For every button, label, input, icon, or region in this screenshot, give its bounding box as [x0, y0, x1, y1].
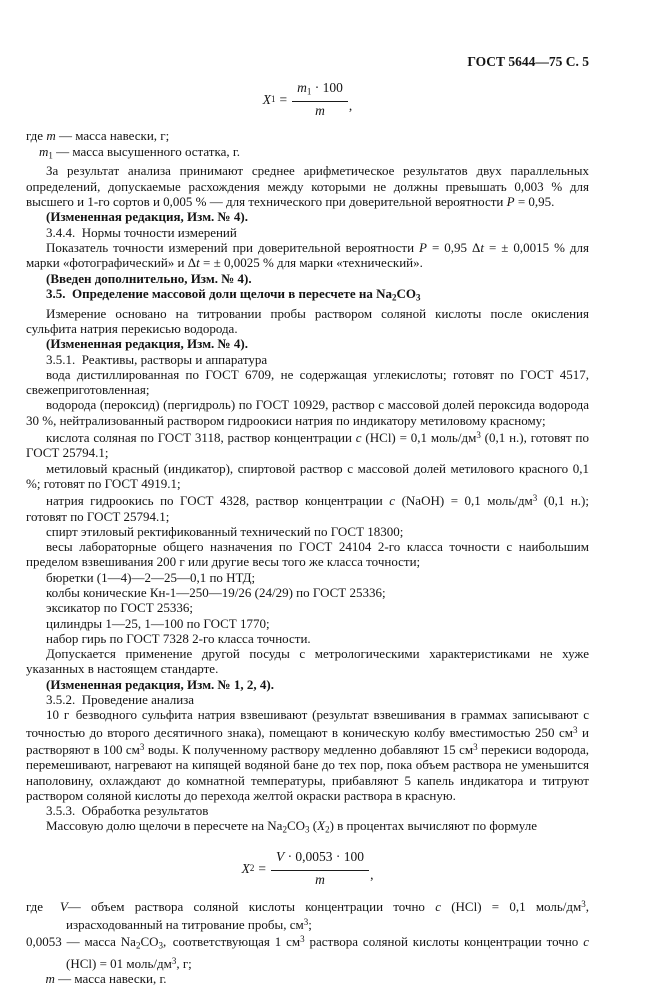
fraction-denominator: m: [315, 103, 325, 119]
text-run: (Измененная редакция, Изм. № 4).: [46, 336, 248, 352]
text-run: 3: [532, 493, 538, 504]
text-run: весы лабораторные общего назначения по ГОСТ 24104 2-го класса точности с наибольшим пределом взвешивания 200 г или другие весы того же класса точности;: [26, 539, 589, 570]
where-list-1: [26, 128, 589, 163]
formula1-trailing-comma: ,: [348, 97, 353, 113]
paragraph: [26, 818, 589, 838]
text-run: вода дистиллированная по ГОСТ 6709, не содержащая углекислоты; готовят по ГОСТ 4517, свежеприготовленная;: [26, 366, 589, 398]
text-run: X: [317, 818, 326, 834]
text-run: = 0,95 Δ: [427, 239, 481, 255]
paragraph: [26, 461, 589, 492]
text-run: = ± 0,0015 % для марки «фотографический» и Δ: [26, 239, 589, 271]
paragraph: [26, 306, 589, 337]
text-run: цилиндры 1—25, 1—100 по ГОСТ 1770;: [46, 615, 270, 631]
text-run: (NaOH) = 0,1 моль/дм: [395, 493, 533, 509]
text-run: [26, 971, 46, 986]
where-line: [26, 971, 589, 986]
paragraph: [26, 539, 589, 570]
text-run: колбы конические Кн-1—250—19/26 (24/29) по ГОСТ 25336;: [46, 585, 386, 600]
paragraph: [26, 397, 589, 428]
where-list-2: [26, 897, 589, 986]
text-run: , соответствующая 1 см: [163, 933, 301, 949]
text-run: где: [26, 128, 47, 144]
where-line: [26, 897, 589, 932]
text-run: воды. К полученному раствору медленно добавляют 15 см: [144, 741, 474, 757]
text-run: (Введен дополнительно, Изм. № 4).: [46, 270, 252, 286]
text-run: натрия гидроокись по ГОСТ 4328, раствор концентрации: [46, 493, 390, 509]
formula2-lhs: X: [241, 860, 250, 876]
text-run: 3.5. Определение массовой доли щелочи в пересчете на Na: [46, 285, 393, 301]
paragraph: [26, 367, 589, 398]
numerator-rest: · 0,0053 · 100: [284, 849, 365, 865]
text-run: (HCl) = 01 моль/дм: [66, 955, 172, 971]
equals-sign: =: [258, 860, 266, 876]
fraction-numerator: [271, 849, 369, 871]
paragraph: [26, 524, 589, 539]
text-run: 3: [171, 955, 177, 966]
text-run: 2: [325, 824, 330, 835]
text-run: набор гирь по ГОСТ 7328 2-го класса точности.: [46, 630, 311, 646]
text-run: 3: [476, 430, 481, 441]
text-run: с: [435, 899, 441, 915]
text-run: , г;: [176, 955, 192, 971]
formula2-trailing-comma: ,: [370, 866, 374, 882]
text-run: (HCl) = 0,1 моль/дм: [440, 899, 582, 915]
paragraph: [26, 631, 589, 646]
where-line: [26, 932, 589, 971]
text-run: бюретки (1—4)—2—25—0,1 по НТД;: [46, 569, 256, 585]
paragraph: [26, 707, 589, 803]
where-line: [39, 144, 589, 164]
paragraph: [26, 428, 589, 461]
text-run: За результат анализа принимают среднее арифметическое результатов двух параллельных определений, допускаемые расхождения между которыми не должны превышать 0,003 % для высшего и 1-го сортов и 0,005 % — для технического при доверительной вероятности: [26, 163, 589, 210]
text-run: t: [196, 255, 200, 271]
text-run: кислота соляная по ГОСТ 3118, раствор концентрации: [46, 430, 356, 446]
text-run: m: [46, 128, 56, 144]
paragraph: [26, 803, 589, 818]
text-run: 2: [392, 292, 397, 303]
text-run: и растворяют в 100 см: [26, 724, 589, 757]
text-run: с: [583, 933, 589, 949]
text-run: 3: [139, 741, 145, 752]
numerator-var: V: [275, 849, 285, 865]
text-run: 3.5.3. Обработка результатов: [46, 803, 209, 819]
body-paragraphs: [26, 163, 589, 838]
formula-x2: [26, 849, 589, 887]
paragraph: [26, 600, 589, 615]
text-run: (Измененная редакция, Изм. № 1, 2, 4).: [46, 676, 274, 692]
paragraph: [26, 616, 589, 631]
text-run: ;: [308, 916, 312, 932]
formula1-lhs: X: [262, 91, 271, 107]
formula1-lhs-sub: 1: [271, 93, 276, 104]
paragraph: [26, 677, 589, 692]
text-run: — объем раствора соляной кислоты концентрации точно: [67, 899, 436, 915]
text-run: эксикатор по ГОСТ 25336;: [46, 600, 194, 616]
fraction-numerator: [292, 80, 348, 102]
text-run: 3: [303, 916, 309, 927]
page-header-text: ГОСТ 5644—75 С. 5: [467, 54, 589, 69]
text-run: спирт этиловый ректификованный технический по ГОСТ 18300;: [46, 523, 404, 539]
text-run: 1: [48, 150, 53, 161]
text-run: , израсходованный на титрование пробы, см: [66, 899, 590, 932]
paragraph: [26, 585, 589, 600]
text-run: Измерение основано на титровании пробы раствором соляной кислоты после окисления сульфита натрия перекисью водорода.: [26, 305, 589, 336]
text-run: P: [419, 239, 427, 255]
text-run: CO: [396, 285, 417, 301]
text-run: 3.5.2. Проведение анализа: [46, 692, 195, 708]
text-run: где: [26, 899, 60, 915]
paragraph: [26, 163, 589, 209]
equals-sign: =: [279, 91, 288, 107]
text-run: 3: [416, 292, 421, 303]
paragraph: [26, 692, 589, 707]
paragraph: [26, 646, 589, 677]
paragraph: [26, 491, 589, 524]
fraction: [271, 849, 369, 887]
formula-x1: [26, 80, 589, 118]
text-run: 2: [135, 940, 141, 951]
text-run: 3.5.1. Реактивы, растворы и аппаратура: [46, 351, 268, 367]
text-run: m: [45, 971, 55, 986]
paragraph: [26, 286, 589, 306]
text-run: Показатель точности измерений при доверительной вероятности: [46, 239, 420, 255]
text-run: раствора соляной кислоты концентрации точно: [304, 933, 584, 949]
text-run: — масса навески, г.: [54, 971, 167, 986]
formula2-lhs-sub: 2: [249, 862, 255, 873]
fraction-denominator: m: [315, 872, 325, 888]
text-run: ) в процентах вычисляют по формуле: [329, 818, 537, 834]
text-run: 10 г безводного сульфита натрия взвешивают (результат взвешивания в граммах записывают с точностью до второго десятичного знака), помещают в коническую колбу вместимостью 250 см: [26, 707, 589, 740]
where-line: [26, 128, 589, 143]
numerator-var-sub: 1: [306, 86, 312, 97]
text-run: (0,1 н.), готовят по ГОСТ 25794.1;: [26, 430, 589, 461]
text-run: CO: [286, 818, 306, 834]
text-run: P: [506, 194, 515, 210]
text-run: (HCl) = 0,1 моль/дм: [361, 430, 477, 446]
text-run: — масса навески, г;: [55, 128, 170, 144]
text-run: Допускается применение другой посуды с метрологическими характеристиками не хуже указанных в настоящем стандарте.: [26, 646, 589, 677]
text-run: с: [355, 430, 362, 446]
paragraph: [26, 271, 589, 286]
fraction: [292, 80, 348, 118]
page-header: [26, 54, 589, 69]
paragraph: [26, 570, 589, 585]
text-run: — масса высушенного остатка, г.: [52, 143, 240, 159]
text-run: водорода (пероксид) (пергидроль) по ГОСТ 10929, раствор с массовой долей пероксида водорода 30 %, нейтрализованный раствором гидроокиси натрия по индикатору метиловому красному;: [26, 397, 589, 428]
text-run: Массовую долю щелочи в пересчете на Na: [46, 818, 283, 834]
text-run: m: [39, 143, 49, 159]
text-run: 3: [300, 933, 305, 944]
paragraph: [26, 352, 589, 367]
text-run: CO: [140, 933, 159, 949]
text-run: 3: [581, 899, 586, 910]
text-run: метиловый красный (индикатор), спиртовой раствор с массовой долей метилового красного 0,1 %; готовят по ГОСТ 4919.1;: [26, 460, 589, 491]
text-run: 3: [572, 724, 578, 735]
text-run: 3.4.4. Нормы точности измерений: [46, 224, 237, 240]
text-run: (0,1 н.); готовят по ГОСТ 25794.1;: [26, 493, 589, 524]
text-run: перекиси водорода, перемешивают, нагревают на кипящей водяной бане до тех пор, пока объем раствора не уменьшится наполовину, охлаждают до комнатной температуры, прибавляют 5 капель индикатора и титруют раствором соляной кислоты до перехода желтой окраски раствора в красную.: [26, 741, 589, 803]
text-run: t: [480, 239, 484, 255]
text-run: (Измененная редакция, Изм. № 4).: [46, 209, 248, 225]
text-run: V: [59, 899, 68, 915]
numerator-var: m: [297, 80, 307, 96]
text-run: 2: [282, 824, 287, 835]
text-run: = 0,95.: [514, 194, 555, 210]
numerator-rest: · 100: [311, 80, 343, 96]
text-run: 0,0053 — масса Na: [26, 933, 136, 949]
paragraph: [26, 336, 589, 351]
text-run: с: [389, 493, 396, 509]
paragraph: [26, 209, 589, 224]
text-run: (: [309, 818, 318, 834]
paragraph: [26, 240, 589, 271]
text-run: 3: [158, 940, 164, 951]
text-run: 3: [473, 741, 478, 752]
text-run: = ± 0,0025 % для марки «технический».: [199, 255, 423, 271]
paragraph: [26, 225, 589, 240]
text-run: 3: [305, 824, 310, 835]
